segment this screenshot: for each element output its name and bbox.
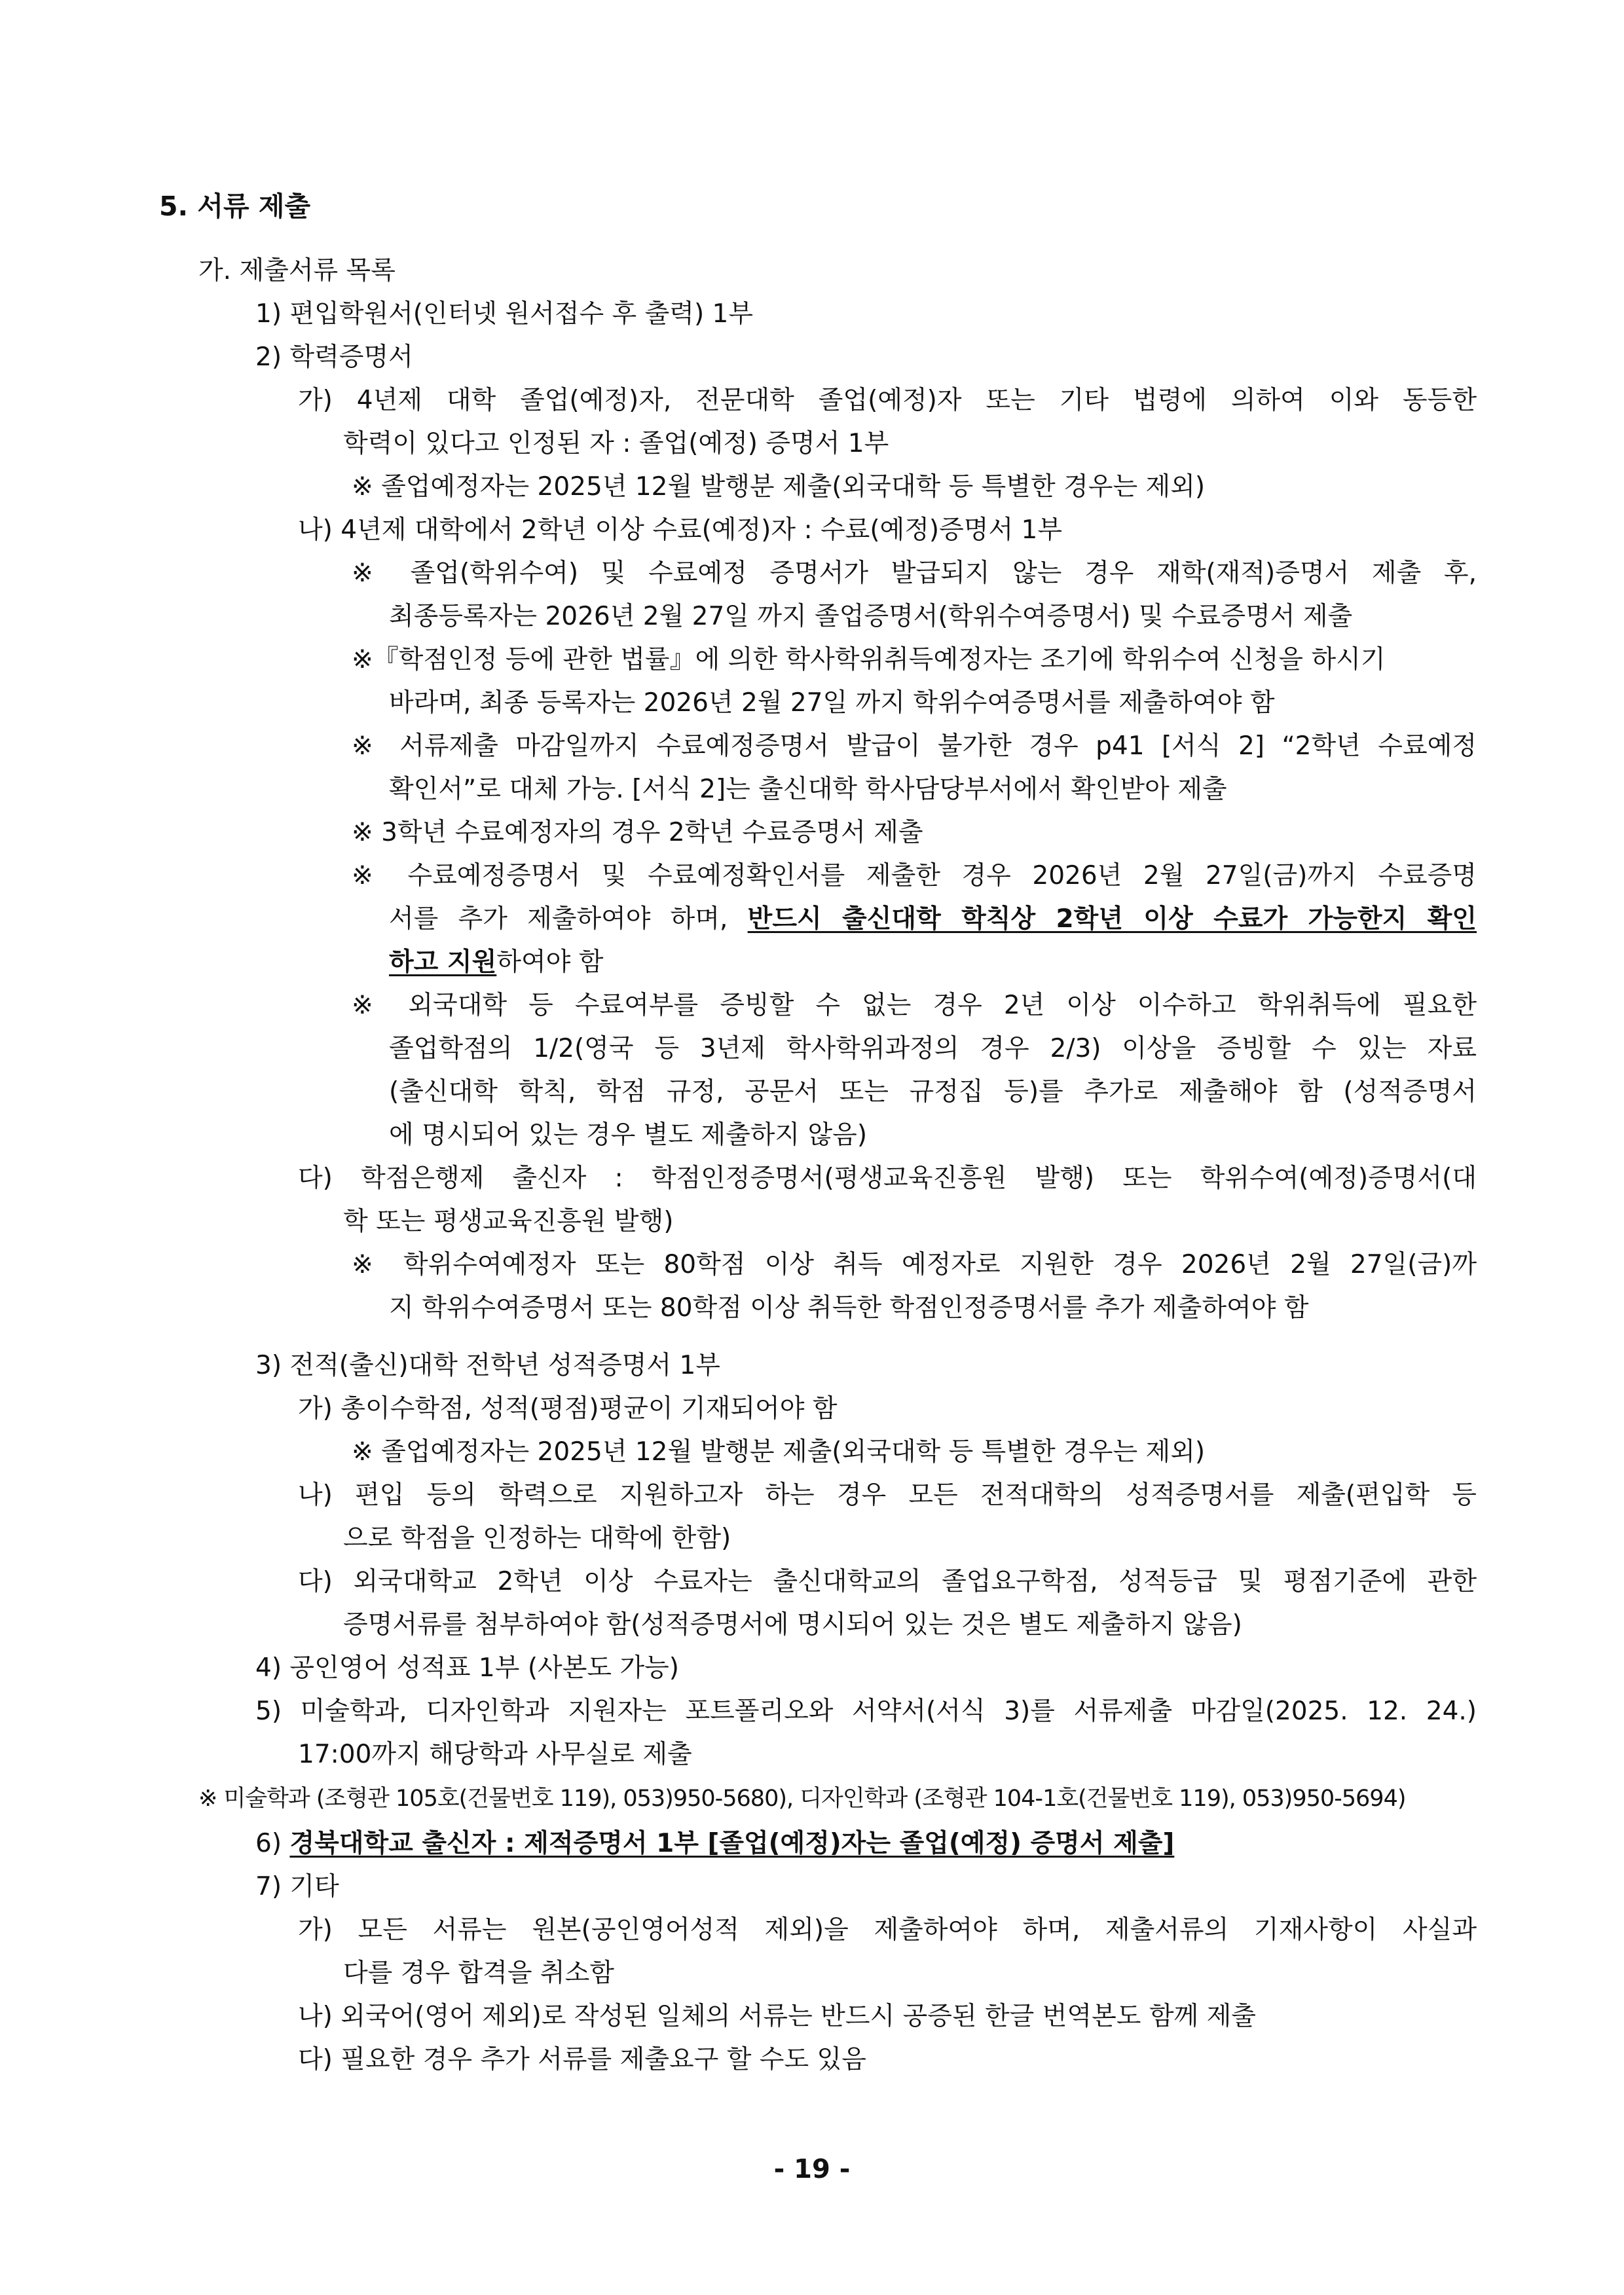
item-3-da-line2: 증명서류를 첨부하여야 함(성적증명서에 명시되어 있는 것은 별도 제출하지 않음) <box>343 1610 1242 1640</box>
item-2-na-note6-line1: ※ 외국대학 등 수료여부를 증빙할 수 없는 경우 2년 이상 이수하고 학위취득에 필요한 <box>352 991 1477 1020</box>
item-2-na-note1-line1: ※ 졸업(학위수여) 및 수료예정 증명서가 발급되지 않는 경우 재학(재적)증명서 제출 후, <box>352 559 1477 588</box>
item-3-ga-note: ※ 졸업예정자는 2025년 12월 발행분 제출(외국대학 등 특별한 경우는 제외) <box>352 1437 1206 1467</box>
item-2-na-note6-line2: 졸업학점의 1/2(영국 등 3년제 학사학위과정의 경우 2/3) 이상을 증빙할 수 있는 자료 <box>389 1034 1477 1063</box>
item-2-da-note-line2: 지 학위수여증명서 또는 80학점 이상 취득한 학점인정증명서를 추가 제출하여야 함 <box>389 1293 1309 1323</box>
item-2-na-note1-line2: 최종등록자는 2026년 2월 27일 까지 졸업증명서(학위수여증명서) 및 수료증명서 제출 <box>389 602 1353 631</box>
item-2-na-note6-line4: 에 명시되어 있는 경우 별도 제출하지 않음) <box>389 1120 868 1150</box>
item-4: 4) 공인영어 성적표 1부 (사본도 가능) <box>255 1653 680 1683</box>
item-3: 3) 전적(출신)대학 전학년 성적증명서 1부 <box>255 1351 720 1380</box>
item-5-note: ※ 미술학과 (조형관 105호(건물번호 119), 053)950-5680), 디자인학과 (조형관 104-1호(건물번호 119), 053)950-5694) <box>198 1786 1406 1812</box>
item-2-na-note3-line2: 확인서”로 대체 가능. [서식 2]는 출신대학 학사담당부서에서 확인받아 제출 <box>389 775 1227 804</box>
item-5-line2: 17:00까지 해당학과 사무실로 제출 <box>298 1740 692 1769</box>
item-1: 1) 편입학원서(인터넷 원서접수 후 출력) 1부 <box>255 299 754 329</box>
item-2-na-note4: ※ 3학년 수료예정자의 경우 2학년 수료증명서 제출 <box>352 818 923 847</box>
item-2-na-note2-line2: 바라며, 최종 등록자는 2026년 2월 27일 까지 학위수여증명서를 제출하여야 함 <box>389 688 1275 718</box>
item-2-ga-line1: 가) 4년제 대학 졸업(예정)자, 전문대학 졸업(예정)자 또는 기타 법령에 의하여 이와 동등한 <box>298 386 1477 415</box>
item-2-ga-note: ※ 졸업예정자는 2025년 12월 발행분 제출(외국대학 등 특별한 경우는 제외) <box>352 472 1206 502</box>
item-6-emphasis: 경북대학교 출신자 : 제적증명서 1부 [졸업(예정)자는 졸업(예정) 증명서 제출] <box>289 1829 1175 1858</box>
note5-text-end: 하여야 함 <box>496 947 604 977</box>
item-3-ga: 가) 총이수학점, 성적(평점)평균이 기재되어야 함 <box>298 1394 838 1423</box>
item-2-da-line2: 학 또는 평생교육진흥원 발행) <box>343 1207 674 1236</box>
item-3-da-line1: 다) 외국대학교 2학년 이상 수료자는 출신대학교의 졸업요구학점, 성적등급 및 평점기준에 관한 <box>298 1567 1477 1596</box>
item-2: 2) 학력증명서 <box>255 342 413 372</box>
note5-text: 서를 추가 제출하여야 하며, <box>389 904 748 934</box>
item-7-ga-line1: 가) 모든 서류는 원본(공인영어성적 제외)을 제출하여야 하며, 제출서류의 기재사항이 사실과 <box>298 1915 1477 1945</box>
item-2-na-note6-line3: (출신대학 학칙, 학점 규정, 공문서 또는 규정집 등)를 추가로 제출해야 함 (성적증명서 <box>389 1077 1477 1107</box>
item-7: 7) 기타 <box>255 1872 339 1901</box>
item-2-da-note-line1: ※ 학위수여예정자 또는 80학점 이상 취득 예정자로 지원한 경우 2026년 2월 27일(금)까 <box>352 1250 1477 1279</box>
item-3-na-line1: 나) 편입 등의 학력으로 지원하고자 하는 경우 모든 전적대학의 성적증명서를 제출(편입학 등 <box>298 1480 1477 1510</box>
item-2-na-note5-line3 <box>389 949 603 975</box>
item-2-na-note3-line1: ※ 서류제출 마감일까지 수료예정증명서 발급이 불가한 경우 p41 [서식 2] “2학년 수료예정 <box>352 731 1477 761</box>
section-title: 5. 서류 제출 <box>159 191 311 222</box>
item-2-na-note5-line2 <box>389 906 1477 932</box>
item-7-da: 다) 필요한 경우 추가 서류를 제출요구 할 수도 있음 <box>298 2045 866 2074</box>
item-2-ga-line2: 학력이 있다고 인정된 자 : 졸업(예정) 증명서 1부 <box>343 429 889 458</box>
item-6-number: 6) <box>255 1829 290 1858</box>
item-7-na: 나) 외국어(영어 제외)로 작성된 일체의 서류는 반드시 공증된 한글 번역본도 함께 제출 <box>298 2002 1256 2031</box>
item-3-na-line2: 으로 학점을 인정하는 대학에 한함) <box>343 1524 731 1553</box>
item-2-na: 나) 4년제 대학에서 2학년 이상 수료(예정)자 : 수료(예정)증명서 1부 <box>298 515 1063 545</box>
note5-emphasis-cont: 하고 지원 <box>389 947 497 977</box>
item-2-da-line1: 다) 학점은행제 출신자 : 학점인정증명서(평생교육진흥원 발행) 또는 학위수여(예정)증명서(대 <box>298 1164 1477 1193</box>
page-number: - 19 - <box>773 2154 851 2184</box>
subsection-ga: 가. 제출서류 목록 <box>198 256 396 285</box>
note5-emphasis: 반드시 출신대학 학칙상 2학년 이상 수료가 가능한지 확인 <box>747 904 1477 934</box>
item-2-na-note2-line1: ※『학점인정 등에 관한 법률』에 의한 학사학위취득예정자는 조기에 학위수여 신청을 하시기 <box>352 645 1386 674</box>
item-2-na-note5-line1: ※ 수료예정증명서 및 수료예정확인서를 제출한 경우 2026년 2월 27일(금)까지 수료증명 <box>352 861 1477 890</box>
item-5-line1: 5) 미술학과, 디자인학과 지원자는 포트폴리오와 서약서(서식 3)를 서류제출 마감일(2025. 12. 24.) <box>255 1697 1477 1726</box>
item-6 <box>255 1831 1174 1856</box>
item-7-ga-line2: 다를 경우 합격을 취소함 <box>343 1958 614 1988</box>
